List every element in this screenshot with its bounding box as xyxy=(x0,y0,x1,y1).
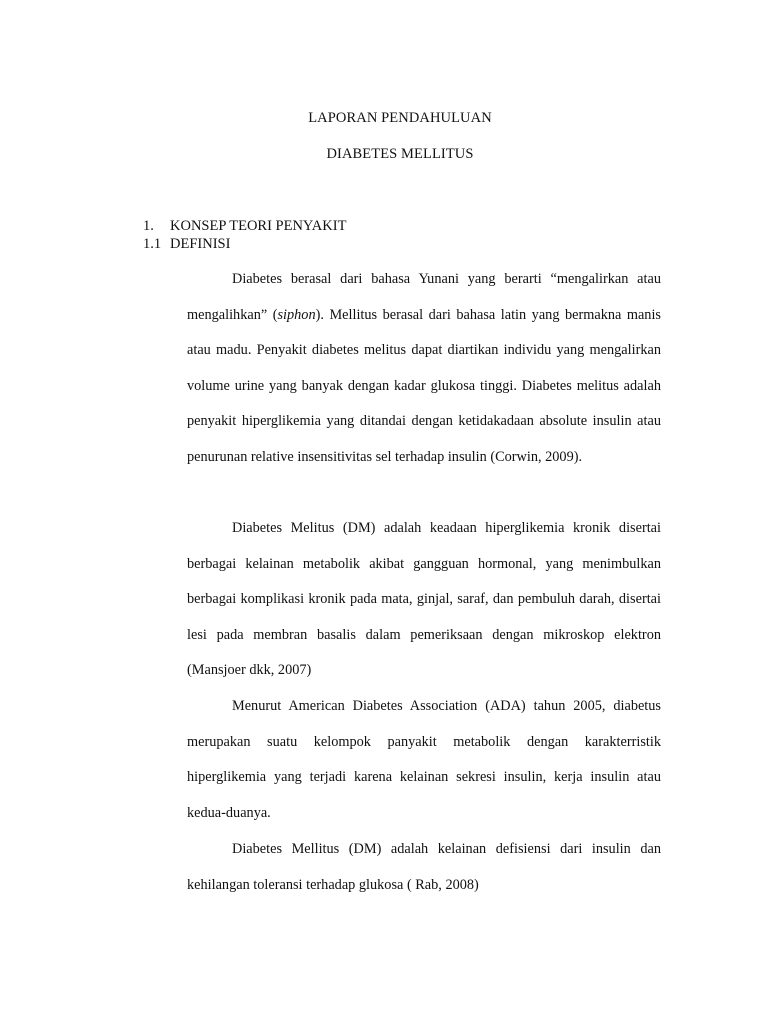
paragraph-1 xyxy=(187,262,661,476)
subsection-number: 1.1 xyxy=(143,236,162,252)
paragraph-1-text-a: Diabetes berasal dari bahasa Yunani yang berarti “mengalirkan atau mengalihkan” ( xyxy=(187,271,661,323)
paragraph-1-italic: siphon xyxy=(277,306,316,323)
paragraph-2: Diabetes Melitus (DM) adalah keadaan hiperglikemia kronik disertai berbagai kelainan metabolik akibat gangguan hormonal, yang menimbulkan berbagai komplikasi kronik pada mata, ginjal, saraf, dan pembuluh darah, disertai lesi pada membran basalis dalam pemeriksaan dengan mikroskop elektron (Mansjoer dkk, 2007) xyxy=(187,520,661,679)
paragraph-4: Diabetes Mellitus (DM) adalah kelainan defisiensi dari insulin dan kehilangan toleransi terhadap glukosa ( Rab, 2008) xyxy=(187,841,661,893)
paragraph-1-text-b: ). Mellitus berasal dari bahasa latin yang bermakna manis atau madu. Penyakit diabetes melitus dapat diartikan individu yang mengalirkan volume urine yang banyak dengan kadar glukosa tinggi. Diabetes melitus adalah penyakit hiperglikemia yang ditandai dengan ketidakadaan absolute insulin atau penurunan relative insensitivitas sel terhadap insulin (Corwin, 2009). xyxy=(187,306,661,465)
subsection-heading xyxy=(143,236,230,253)
document-subtitle: DIABETES MELLITUS xyxy=(326,146,474,162)
section-heading xyxy=(143,218,346,235)
document-title: LAPORAN PENDAHULUAN xyxy=(308,110,492,126)
subsection-title: DEFINISI xyxy=(170,236,231,252)
paragraph-3: Menurut American Diabetes Association (ADA) tahun 2005, diabetus merupakan suatu kelompok panyakit metabolik dengan karakterristik hiperglikemia yang terjadi karena kelainan sekresi insulin, kerja insulin atau kedua-duanya. xyxy=(187,698,661,821)
section-title: KONSEP TEORI PENYAKIT xyxy=(170,218,347,234)
section-number: 1. xyxy=(143,218,154,234)
